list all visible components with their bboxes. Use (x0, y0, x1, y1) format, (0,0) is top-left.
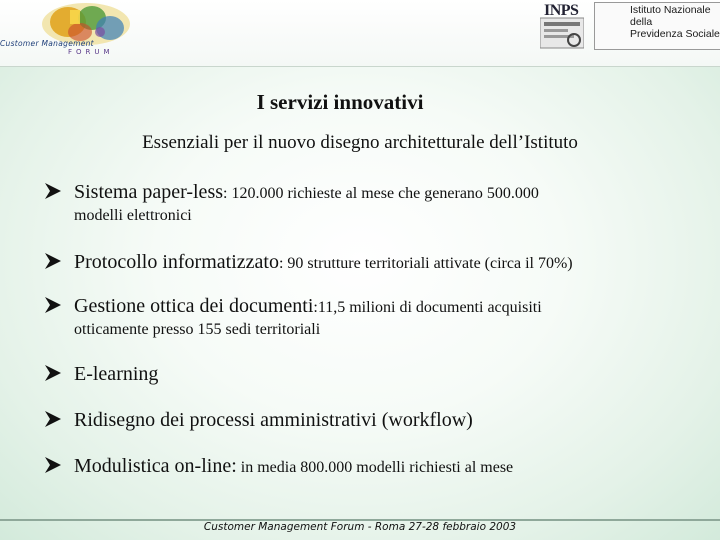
slide-subtitle: Essenziali per il nuovo disegno architetturale dell’Istituto (142, 132, 578, 153)
bullet-lead: Gestione ottica dei documenti (74, 295, 314, 317)
bullet-lead: E-learning (74, 363, 159, 385)
inps-name-line: della (630, 16, 653, 28)
bullet-lead: Protocollo informatizzato (74, 251, 279, 273)
bullet-detail: : 120.000 richieste al mese che generano 500.000 (223, 185, 539, 202)
bullet-lead: Ridisegno dei processi amministrativi (workflow) (74, 409, 473, 431)
inps-name-line: Istituto Nazionale (630, 4, 711, 16)
bullet-detail: : 90 strutture territoriali attivate (circa il 70%) (278, 255, 573, 272)
logo-line-customer-management: Customer Management (0, 39, 94, 48)
bullet-detail: in media 800.000 modelli richiesti al mese (236, 459, 514, 476)
inps-name-line: Previdenza Sociale (630, 28, 720, 40)
bullet-continuation: otticamente presso 155 sedi territoriali (74, 321, 321, 338)
bullet-lead: Sistema paper-less (74, 181, 224, 203)
customer-management-forum-logo (0, 0, 150, 62)
bullet-lead: Modulistica on-line: (74, 455, 237, 477)
slide-title: I servizi innovativi (256, 90, 424, 114)
slide-footer: Customer Management Forum - Roma 27-28 febbraio 2003 (203, 521, 517, 533)
inps-logo (536, 0, 720, 62)
arrow-bullet-icon (44, 364, 62, 382)
bullet-text (74, 180, 539, 206)
bullet-text (74, 294, 542, 320)
inps-name (630, 4, 720, 40)
logo-line-forum: FORUM (68, 48, 114, 56)
arrow-bullet-icon (44, 410, 62, 428)
bullet-continuation: modelli elettronici (74, 207, 192, 224)
arrow-bullet-icon (44, 182, 62, 200)
bullet-text (74, 362, 158, 386)
bullet-text (74, 408, 473, 432)
header-divider (0, 66, 720, 67)
arrow-bullet-icon (44, 456, 62, 474)
arrow-bullet-icon (44, 252, 62, 270)
bullet-text (74, 250, 573, 276)
bullet-detail: :11,5 milioni di documenti acquisiti (313, 299, 542, 316)
inps-mark: INPS (544, 2, 579, 19)
bullet-text (74, 454, 513, 480)
arrow-bullet-icon (44, 296, 62, 314)
